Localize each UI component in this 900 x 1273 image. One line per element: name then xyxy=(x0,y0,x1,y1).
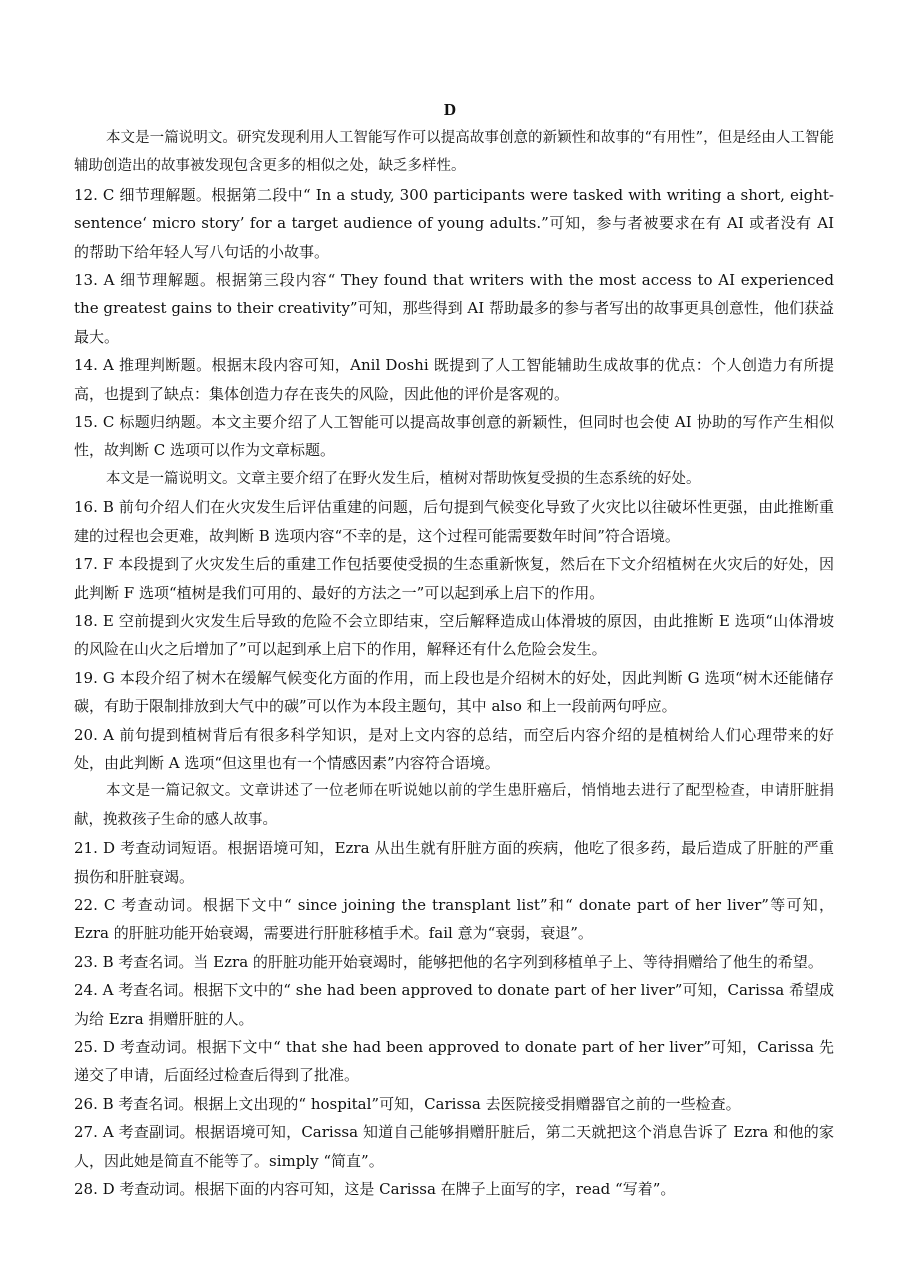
answer-23: 23. B 考查名词。当 Ezra 的肝脏功能开始衰竭时，能够把他的名字列到移植单子上、等待捐赠给了他生的希望。 xyxy=(74,952,823,971)
answer-16: 16. B 前句介绍人们在火灾发生后评估重建的问题，后句提到气候变化导致了火灾比以往破坏性更强，由此推断重建的过程也会更难，故判断 B 选项内容“不幸的是，这个过程可能需要数年时间”符合语境。 xyxy=(74,498,834,545)
passage-summary-cloze: 本文是一篇记叙文。文章讲述了一位老师在听说她以前的学生患肝癌后，悄悄地去进行了配型检查，申请肝脏捐献，挽救孩子生命的感人故事。 xyxy=(74,783,834,828)
answer-13: 13. A 细节理解题。根据第三段内容“ They found that writers with the most access to AI experienced the greatest gains to their creativity”可知，那些得到 AI 帮助最多的参与者写出的故事更具创意性，他们获益最大。 xyxy=(74,271,834,346)
answer-26: 26. B 考查名词。根据上文出现的“ hospital”可知，Carissa 去医院接受捐赠器官之前的一些检查。 xyxy=(74,1094,741,1113)
answer-19: 19. G 本段介绍了树木在缓解气候变化方面的作用，而上段也是介绍树木的好处，因此判断 G 选项“树木还能储存碳，有助于限制排放到大气中的碳”可以作为本段主题句，其中 also 和上一段前两句呼应。 xyxy=(74,668,834,716)
answer-explanations xyxy=(74,124,834,1203)
answer-24: 24. A 考查名词。根据下文中的“ she had been approved to donate part of her liver”可知，Carissa 希望成为给 Ezra 捐赠肝脏的人。 xyxy=(74,981,834,1028)
passage-summary-d: 本文是一篇说明文。研究发现利用人工智能写作可以提高故事创意的新颖性和故事的“有用性”，但是经由人工智能辅助创造出的故事被发现包含更多的相似之处，缺乏多样性。 xyxy=(74,130,834,175)
answer-14: 14. A 推理判断题。根据末段内容可知，Anil Doshi 既提到了人工智能辅助生成故事的优点：个人创造力有所提高，也提到了缺点：集体创造力存在丧失的风险，因此他的评价是客观的。 xyxy=(74,356,834,403)
answer-18: 18. E 空前提到火灾发生后导致的危险不会立即结束，空后解释造成山体滑坡的原因，由此推断 E 选项“山体滑坡的风险在山火之后增加了”可以起到承上启下的作用，解释还有什么危险会发生。 xyxy=(74,611,834,659)
passage-summary-seven-choice: 本文是一篇说明文。文章主要介绍了在野火发生后，植树对帮助恢复受损的生态系统的好处。 xyxy=(106,470,701,487)
answer-12: 12. C 细节理解题。根据第二段中“ In a study, 300 participants were tasked with writing a short, eight-sentence‘ micro story’ for a target audience of young adults.”可知，参与者被要求在有 AI 或者没有 AI 的帮助下给年轻人写八句话的小故事。 xyxy=(74,185,834,261)
answer-28: 28. D 考查动词。根据下面的内容可知，这是 Carissa 在牌子上面写的字，read “写着”。 xyxy=(74,1180,676,1199)
answer-17: 17. F 本段提到了火灾发生后的重建工作包括要使受损的生态重新恢复，然后在下文介绍植树在火灾后的好处，因此判断 F 选项“植树是我们可用的、最好的方法之一”可以起到承上启下的作用。 xyxy=(74,555,834,602)
answer-20: 20. A 前句提到植树背后有很多科学知识，是对上文内容的总结，而空后内容介绍的是植树给人们心理带来的好处，由此判断 A 选项“但这里也有一个情感因素”内容符合语境。 xyxy=(74,725,834,772)
answer-22: 22. C 考查动词。根据下文中“ since joining the transplant list”和“ donate part of her liver”等可知， Ezra 的肝脏功能开始衰竭，需要进行肝脏移植手术。fail 意为“衰弱，衰退”。 xyxy=(74,895,834,943)
answer-25: 25. D 考查动词。根据下文中“ that she had been approved to donate part of her liver”可知，Carissa 先递交了申请，后面经过检查后得到了批准。 xyxy=(74,1038,834,1085)
answer-15: 15. C 标题归纳题。本文主要介绍了人工智能可以提高故事创意的新颖性，但同时也会使 AI 协助的写作产生相似性，故判断 C 选项可以作为文章标题。 xyxy=(74,413,834,460)
answer-27: 27. A 考查副词。根据语境可知，Carissa 知道自己能够捐赠肝脏后，第二天就把这个消息告诉了 Ezra 和他的家人，因此她是简直不能等了。simply “简直”。 xyxy=(74,1123,834,1170)
answer-21: 21. D 考查动词短语。根据语境可知，Ezra 从出生就有肝脏方面的疾病，他吃了很多药，最后造成了肝脏的严重损伤和肝脏衰竭。 xyxy=(74,839,834,886)
section-title: D xyxy=(443,100,457,119)
